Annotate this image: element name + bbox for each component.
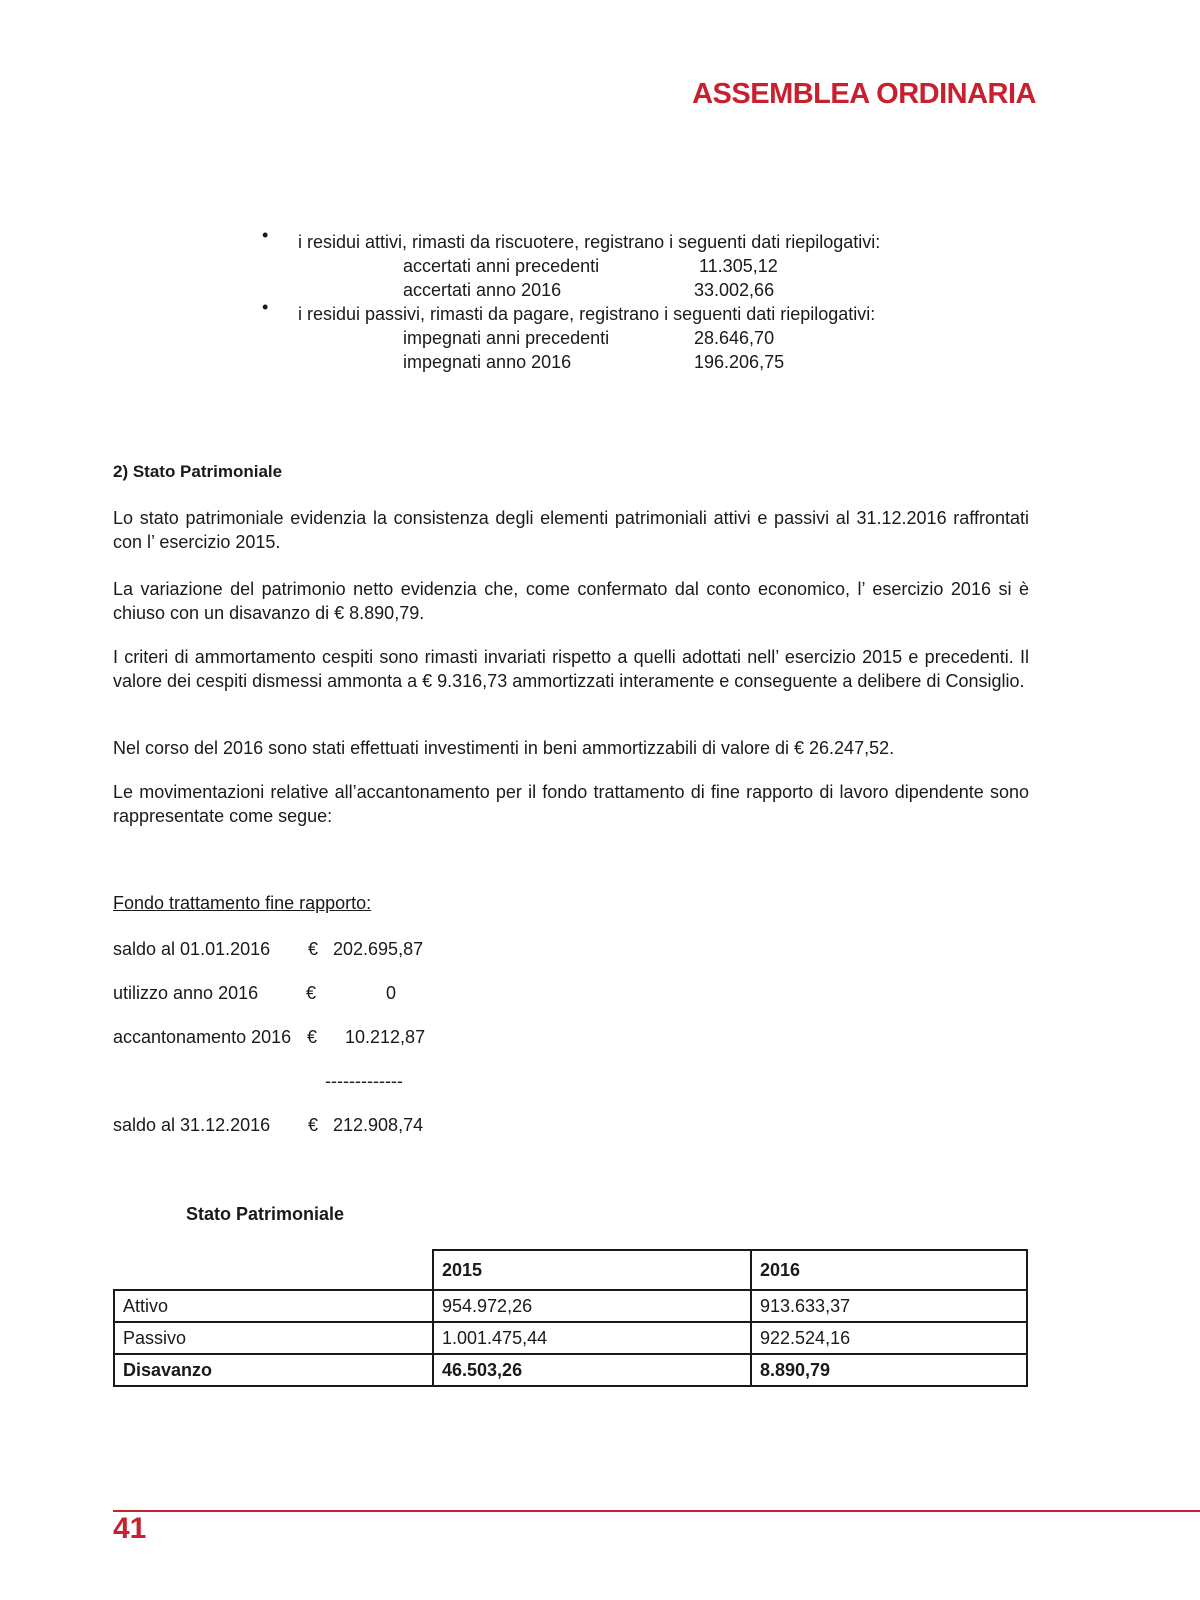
fondo-row-value: 10.212,87 (345, 1027, 426, 1047)
row-label: Disavanzo (114, 1354, 433, 1386)
table-cell: 913.633,37 (751, 1290, 1027, 1322)
page-number: 41 (113, 1512, 147, 1545)
currency-symbol: € (308, 1115, 319, 1135)
currency-symbol: € (306, 983, 317, 1003)
paragraph: Nel corso del 2016 sono stati effettuati investimenti in beni ammortizzabili di valore di € 26.247,52. (113, 738, 895, 758)
residui-row-value: 33.002,66 (694, 280, 775, 300)
fondo-row-label: accantonamento 2016 (113, 1027, 292, 1047)
fondo-total-label: saldo al 31.12.2016 (113, 1115, 271, 1135)
section-heading: 2) Stato Patrimoniale (113, 462, 283, 481)
bullet-icon: • (262, 297, 269, 317)
column-header: 2015 (433, 1250, 751, 1290)
fondo-row-label: utilizzo anno 2016 (113, 983, 259, 1003)
table-row (114, 1322, 1027, 1354)
paragraph: I criteri di ammortamento cespiti sono rimasti invariati rispetto a quelli adottati nell’ esercizio 2015 e precedenti. Il valore dei cespiti dismessi ammonta a € 9.316,73 ammortizzati interamente e conseguente a delibere di Consiglio. (113, 647, 1029, 691)
table-cell: 954.972,26 (433, 1290, 751, 1322)
residui-row-label: impegnati anni precedenti (403, 328, 610, 348)
table-title: Stato Patrimoniale (186, 1204, 345, 1224)
bullet-icon: • (262, 225, 269, 245)
residui-passivi-intro: i residui passivi, rimasti da pagare, registrano i seguenti dati riepilogativi: (298, 304, 876, 324)
balance-table (113, 1249, 1028, 1387)
fondo-row-value: 202.695,87 (333, 939, 424, 959)
fondo-row-label: saldo al 01.01.2016 (113, 939, 271, 959)
table-cell: 8.890,79 (751, 1354, 1027, 1386)
table-cell: 922.524,16 (751, 1322, 1027, 1354)
residui-row-value: 28.646,70 (694, 328, 775, 348)
row-label: Passivo (114, 1322, 433, 1354)
fondo-row-value: 0 (386, 983, 397, 1003)
page-title: ASSEMBLEA ORDINARIA (692, 78, 1036, 110)
table-header-row (114, 1250, 1027, 1290)
residui-attivi-intro: i residui attivi, rimasti da riscuotere, registrano i seguenti dati riepilogativi: (298, 232, 881, 252)
residui-row-label: accertati anni precedenti (403, 256, 600, 276)
column-header: 2016 (751, 1250, 1027, 1290)
residui-row-label: impegnati anno 2016 (403, 352, 572, 372)
currency-symbol: € (308, 939, 319, 959)
separator: ------------- (325, 1071, 403, 1091)
table-cell: 1.001.475,44 (433, 1322, 751, 1354)
table-row (114, 1354, 1027, 1386)
residui-row-value: 11.305,12 (699, 256, 778, 276)
table-corner-cell (114, 1250, 433, 1290)
paragraph: Le movimentazioni relative all’accantonamento per il fondo trattamento di fine rapporto di lavoro dipendente sono rappresentate come segue: (113, 782, 1029, 826)
residui-row-label: accertati anno 2016 (403, 280, 562, 300)
row-label: Attivo (114, 1290, 433, 1322)
footer-divider (113, 1510, 1200, 1512)
fondo-title: Fondo trattamento fine rapporto: (113, 893, 372, 913)
paragraph: La variazione del patrimonio netto evidenzia che, come confermato dal conto economico, l’ esercizio 2016 si è chiuso con un disavanzo di € 8.890,79. (113, 579, 1029, 623)
table-cell: 46.503,26 (433, 1354, 751, 1386)
fondo-total-value: 212.908,74 (333, 1115, 424, 1135)
table-row (114, 1290, 1027, 1322)
paragraph: Lo stato patrimoniale evidenzia la consistenza degli elementi patrimoniali attivi e passivi al 31.12.2016 raffrontati con l’ esercizio 2015. (113, 508, 1029, 552)
currency-symbol: € (307, 1027, 318, 1047)
residui-row-value: 196.206,75 (694, 352, 785, 372)
